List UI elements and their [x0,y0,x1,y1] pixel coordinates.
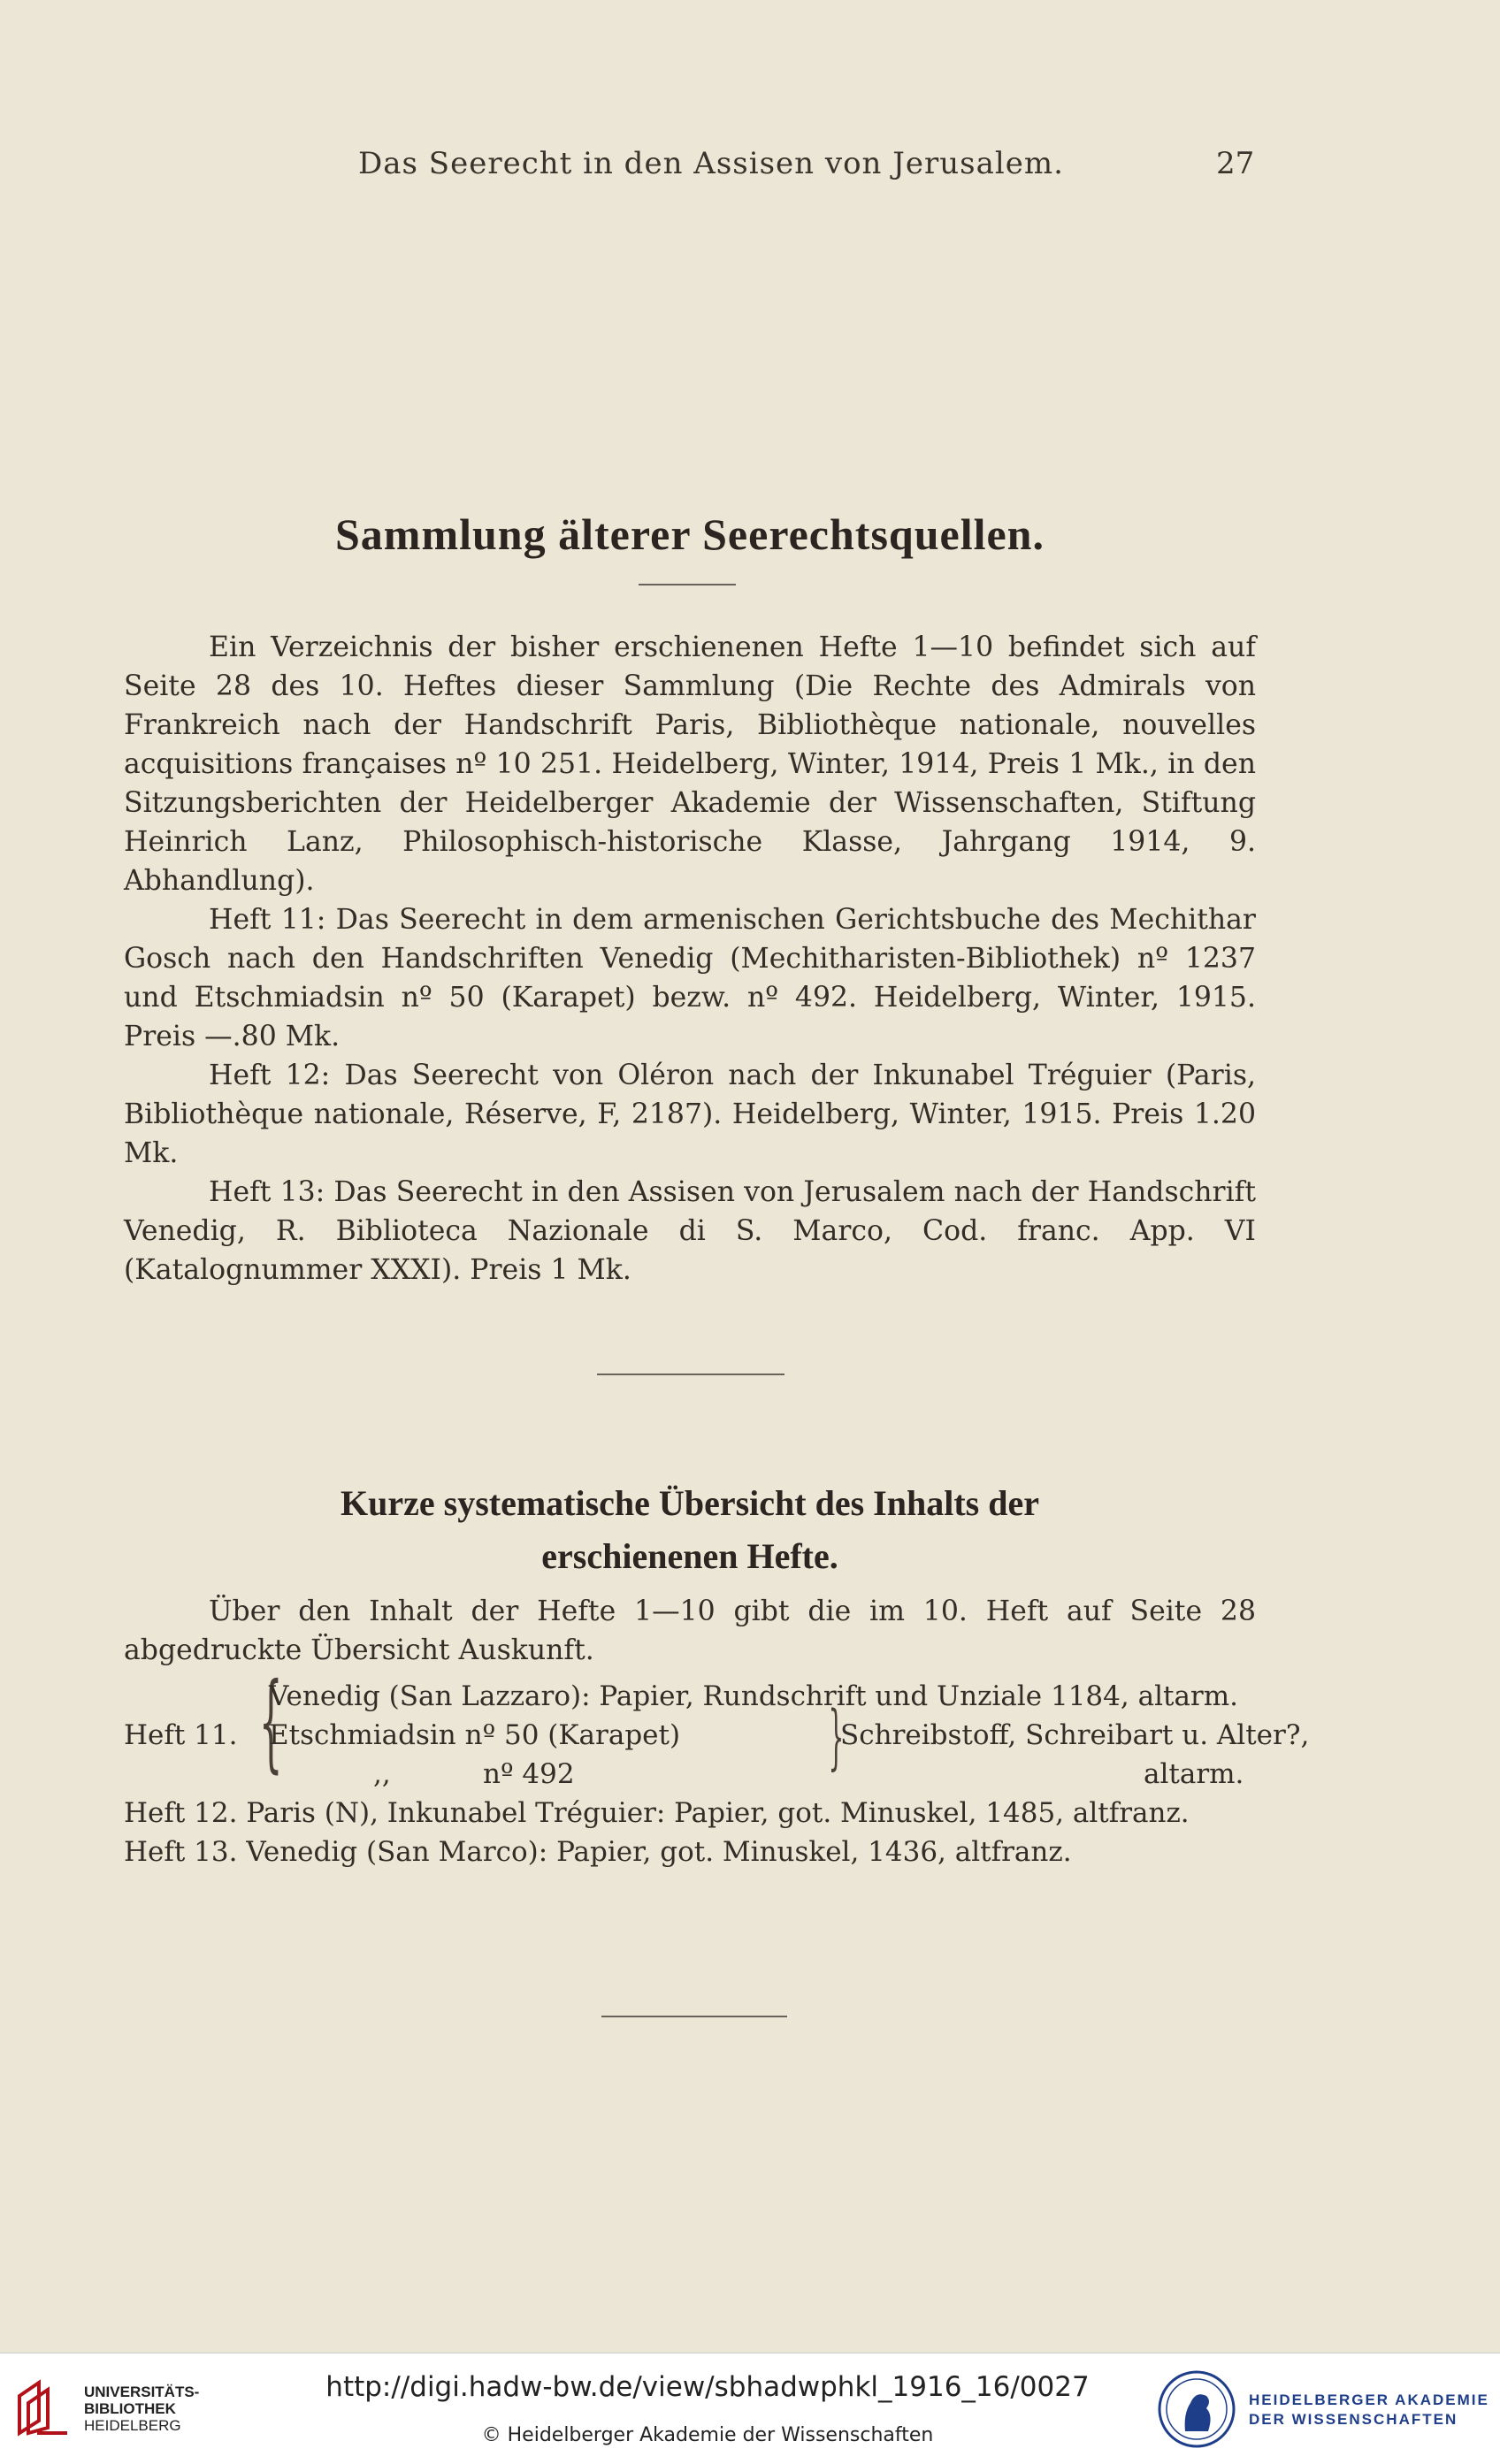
title-rule [639,584,736,585]
heft-11-row-3a: ,, [373,1758,391,1790]
library-line-2: BIBLIOTHEK [84,2400,176,2417]
overview-intro-text: Über den Inhalt der Hefte 1—10 gibt die im 10. Heft auf Seite 28 abgedruckte Übersicht Auskunft. [124,1595,1256,1666]
overview-heading [0,1477,1380,1583]
academy-name [1249,2391,1489,2430]
heft-13-entry: Heft 13: Das Seerecht in den Assisen von Jerusalem nach der Handschrift Venedig, R. Biblioteca Nazionale di S. Marco, Cod. franc. App. VI (Katalognummer XXXI). Preis 1 Mk. [124,1176,1256,1286]
heft-11-label: Heft 11. [124,1719,238,1751]
library-line-1: UNIVERSITÄTS- [84,2384,200,2400]
heft-13-row: Heft 13. Venedig (San Marco): Papier, got. Minuskel, 1436, altfranz. [124,1836,1072,1868]
overview-heading-line1: Kurze systematische Übersicht des Inhalts der [341,1483,1039,1523]
overview-heading-line2: erschienenen Hefte. [541,1536,838,1576]
university-library-logo-icon [12,2378,74,2440]
section-divider [597,1374,784,1375]
university-library-name [84,2384,199,2434]
academy-seal-icon [1157,2369,1236,2449]
heft-12-entry: Heft 12: Das Seerecht von Oléron nach der Inkunabel Tréguier (Paris, Bibliothèque nationale, Réserve, F, 2187). Heidelberg, Winter, 1915. Preis 1.20 Mk. [124,1060,1256,1169]
page-number: 27 [1216,146,1255,181]
heft-11-brace: { [258,1661,283,1784]
digitization-footer [0,2353,1500,2464]
heft-11-closing-brace: } [828,1695,845,1778]
library-line-3: HEIDELBERG [84,2417,181,2434]
academy-line-1: HEIDELBERGER AKADEMIE [1249,2391,1489,2408]
permalink-url[interactable]: http://digi.hadw-bw.de/view/sbhadwphkl_1916_16/0027 [325,2371,1090,2403]
publication-list [124,628,1256,1289]
running-title: Das Seerecht in den Assisen von Jerusalem. [358,146,1064,181]
heft-11-row-3b: nº 492 [483,1758,575,1790]
end-divider [601,2016,787,2017]
overview-intro [124,1592,1256,1670]
heft-11-entry: Heft 11: Das Seerecht in dem armenischen Gerichtsbuche des Mechithar Gosch nach den Handschriften Venedig (Mechitharisten-Bibliothek) nº 1237 und Etschmiadsin nº 50 (Karapet) bezw. nº 492. Heidelberg, Winter, 1915. Preis —.80 Mk. [124,904,1256,1052]
copyright-notice: © Heidelberger Akademie der Wissenschaften [481,2424,934,2446]
academy-line-2: DER WISSENSCHAFTEN [1249,2411,1458,2428]
heft-11-row-2a: Etschmiadsin nº 50 (Karapet) [269,1719,681,1751]
heft-12-row: Heft 12. Paris (N), Inkunabel Tréguier: Papier, got. Minuskel, 1485, altfranz. [124,1797,1190,1829]
overview-table [124,1661,1310,1871]
intro-paragraph: Ein Verzeichnis der bisher erschienenen Hefte 1—10 befindet sich auf Seite 28 des 10. Heftes dieser Sammlung (Die Rechte des Admirals von Frankreich nach der Handschrift Paris, Bibliothèque nationale, nouvelles acquisitions françaises nº 10 251. Heidelberg, Winter, 1914, Preis 1 Mk., in den Sitzungsberichten der Heidelberger Akademie der Wissenschaften, Stiftung Heinrich Lanz, Philosophisch-historische Klasse, Jahrgang 1914, 9. Abhandlung). [124,631,1256,897]
section-title: Sammlung älterer Seerechtsquellen. [335,509,1045,559]
heft-11-row-2b: Schreibstoff, Schreibart u. Alter?, [840,1719,1310,1751]
heft-11-row-3c: altarm. [1144,1758,1244,1790]
heft-11-row-1: Venedig (San Lazzaro): Papier, Rundschrift und Unziale 1184, altarm. [269,1680,1238,1712]
